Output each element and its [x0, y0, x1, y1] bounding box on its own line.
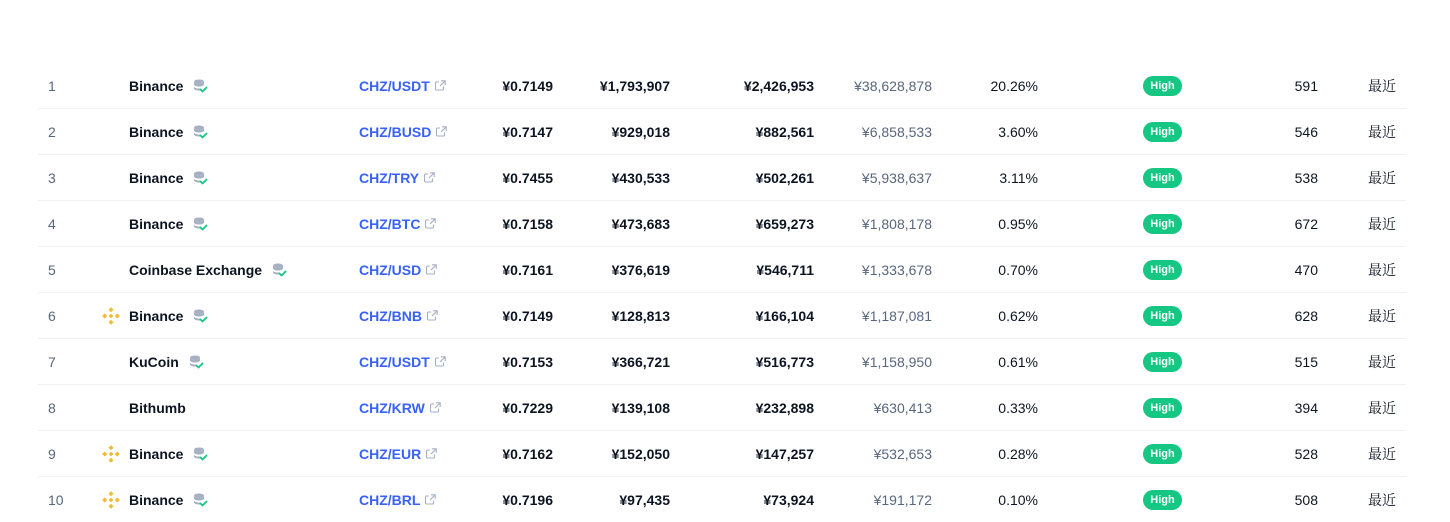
confidence-badge: High [1143, 122, 1181, 142]
pair-label[interactable]: CHZ/TRY [359, 169, 420, 186]
depth-minus-2-value: ¥546,711 [756, 261, 814, 278]
updated-value: 最近 [1368, 491, 1396, 508]
trading-pair-link[interactable] [359, 293, 438, 338]
external-link-icon[interactable] [427, 310, 438, 321]
exchange-name-cell[interactable] [129, 293, 208, 338]
liquidity-score-value: 470 [1294, 261, 1318, 278]
external-link-icon[interactable] [424, 172, 435, 183]
verified-database-icon [192, 446, 208, 462]
depth-plus-2-value: ¥376,619 [611, 261, 670, 278]
liquidity-score-value: 628 [1294, 307, 1318, 324]
exchange-name-cell[interactable] [129, 339, 204, 384]
volume-share-value: 0.70% [998, 261, 1038, 278]
volume-share-value: 0.62% [998, 307, 1038, 324]
volume-24h-value: ¥191,172 [873, 491, 932, 508]
price-value: ¥0.7229 [502, 399, 553, 416]
pair-label[interactable]: CHZ/BNB [359, 307, 422, 324]
liquidity-score-value: 515 [1294, 353, 1318, 370]
exchange-logo-cell [98, 247, 124, 292]
confidence-cell [1142, 293, 1183, 338]
price-value: ¥0.7161 [502, 261, 553, 278]
exchange-logo-cell [98, 155, 124, 200]
external-link-icon[interactable] [426, 264, 437, 275]
exchange-name-cell[interactable] [129, 247, 287, 292]
depth-minus-2-value: ¥166,104 [755, 307, 814, 324]
exchange-name-cell[interactable] [129, 431, 208, 476]
volume-share-value: 3.60% [998, 123, 1038, 140]
volume-24h-value: ¥630,413 [873, 399, 932, 416]
depth-plus-2-value: ¥473,683 [611, 215, 670, 232]
external-link-icon[interactable] [430, 402, 441, 413]
volume-24h-value: ¥1,808,178 [861, 215, 932, 232]
exchange-name-cell[interactable] [129, 201, 208, 246]
pair-label[interactable]: CHZ/BUSD [359, 123, 432, 140]
binance-logo-icon [99, 304, 123, 328]
exchange-name[interactable]: Binance [129, 491, 184, 508]
confidence-badge: High [1143, 76, 1181, 96]
depth-plus-2-value: ¥128,813 [611, 307, 670, 324]
updated-value: 最近 [1368, 307, 1396, 324]
updated-value: 最近 [1368, 399, 1396, 416]
volume-24h-value: ¥1,187,081 [861, 307, 932, 324]
external-link-icon[interactable] [436, 126, 447, 137]
exchange-name[interactable]: Bithumb [129, 399, 186, 416]
exchange-name[interactable]: Binance [129, 307, 184, 324]
exchange-name[interactable]: Binance [129, 77, 184, 94]
depth-minus-2-value: ¥73,924 [763, 491, 814, 508]
updated-value: 最近 [1368, 123, 1396, 140]
confidence-badge: High [1143, 398, 1181, 418]
exchange-name[interactable]: KuCoin [129, 353, 179, 370]
rank-number: 7 [48, 353, 56, 370]
updated-value: 最近 [1368, 215, 1396, 232]
depth-minus-2-value: ¥882,561 [755, 123, 814, 140]
table-row[interactable] [38, 293, 1406, 339]
confidence-cell [1142, 201, 1183, 246]
rank-number: 5 [48, 261, 56, 278]
liquidity-score-value: 591 [1294, 77, 1318, 94]
exchange-logo-cell [98, 63, 124, 108]
price-value: ¥0.7162 [502, 445, 553, 462]
markets-table [38, 63, 1406, 522]
depth-plus-2-value: ¥97,435 [619, 491, 670, 508]
pair-label[interactable]: CHZ/USD [359, 261, 422, 278]
confidence-cell [1142, 431, 1183, 476]
volume-24h-value: ¥1,158,950 [861, 353, 932, 370]
trading-pair-link[interactable] [359, 155, 435, 200]
exchange-name[interactable]: Binance [129, 445, 184, 462]
confidence-badge: High [1143, 214, 1181, 234]
confidence-cell [1142, 385, 1183, 430]
liquidity-score-value: 672 [1294, 215, 1318, 232]
trading-pair-link[interactable] [359, 339, 446, 384]
rank-number: 8 [48, 399, 56, 416]
exchange-name-cell[interactable] [129, 109, 208, 154]
external-link-icon[interactable] [426, 448, 437, 459]
confidence-badge: High [1143, 260, 1181, 280]
confidence-cell [1142, 63, 1183, 108]
depth-minus-2-value: ¥516,773 [755, 353, 814, 370]
updated-value: 最近 [1368, 261, 1396, 278]
volume-share-value: 0.33% [998, 399, 1038, 416]
trading-pair-link[interactable] [359, 63, 446, 108]
confidence-cell [1142, 155, 1183, 200]
depth-minus-2-value: ¥502,261 [755, 169, 814, 186]
depth-plus-2-value: ¥139,108 [611, 399, 670, 416]
trading-pair-link[interactable] [359, 431, 437, 476]
exchange-logo-cell [98, 339, 124, 384]
exchange-name[interactable]: Binance [129, 123, 184, 140]
verified-database-icon [192, 78, 208, 94]
table-row[interactable] [38, 155, 1406, 201]
volume-24h-value: ¥38,628,878 [854, 77, 932, 94]
confidence-badge: High [1143, 306, 1181, 326]
liquidity-score-value: 538 [1294, 169, 1318, 186]
table-row[interactable] [38, 385, 1406, 431]
price-value: ¥0.7149 [502, 77, 553, 94]
trading-pair-link[interactable] [359, 247, 437, 292]
depth-plus-2-value: ¥430,533 [611, 169, 670, 186]
pair-label[interactable]: CHZ/USDT [359, 77, 430, 94]
verified-database-icon [271, 262, 287, 278]
exchange-logo-cell [98, 201, 124, 246]
exchange-logo-cell [98, 431, 124, 476]
depth-plus-2-value: ¥152,050 [611, 445, 670, 462]
exchange-name[interactable]: Coinbase Exchange [129, 261, 263, 278]
table-row[interactable] [38, 201, 1406, 247]
table-row[interactable] [38, 431, 1406, 477]
verified-database-icon [192, 170, 208, 186]
confidence-cell [1142, 339, 1183, 384]
pair-label[interactable]: CHZ/BRL [359, 491, 421, 508]
volume-share-value: 20.26% [990, 77, 1038, 94]
exchange-name-cell[interactable] [129, 63, 208, 108]
rank-number: 4 [48, 215, 56, 232]
rank-number: 9 [48, 445, 56, 462]
pair-label[interactable]: CHZ/EUR [359, 445, 422, 462]
depth-plus-2-value: ¥929,018 [611, 123, 670, 140]
depth-minus-2-value: ¥147,257 [755, 445, 814, 462]
rank-number: 1 [48, 77, 56, 94]
volume-24h-value: ¥5,938,637 [861, 169, 932, 186]
verified-database-icon [188, 354, 204, 370]
verified-database-icon [192, 308, 208, 324]
confidence-badge: High [1143, 490, 1181, 510]
pair-label[interactable]: CHZ/BTC [359, 215, 421, 232]
volume-24h-value: ¥6,858,533 [861, 123, 932, 140]
rank-number: 10 [48, 491, 64, 508]
volume-24h-value: ¥1,333,678 [861, 261, 932, 278]
trading-pair-link[interactable] [359, 385, 441, 430]
exchange-name-cell[interactable] [129, 385, 195, 430]
confidence-badge: High [1143, 352, 1181, 372]
pair-label[interactable]: CHZ/USDT [359, 353, 430, 370]
volume-share-value: 0.10% [998, 491, 1038, 508]
exchange-name[interactable]: Binance [129, 215, 184, 232]
rank-number: 6 [48, 307, 56, 324]
exchange-logo-cell [98, 385, 124, 430]
exchange-name[interactable]: Binance [129, 169, 184, 186]
rank-number: 2 [48, 123, 56, 140]
exchange-logo-cell [98, 109, 124, 154]
verified-database-icon [192, 216, 208, 232]
confidence-cell [1142, 109, 1183, 154]
volume-24h-value: ¥532,653 [873, 445, 932, 462]
volume-share-value: 0.28% [998, 445, 1038, 462]
price-value: ¥0.7196 [502, 491, 553, 508]
table-row[interactable] [38, 109, 1406, 155]
table-row[interactable] [38, 339, 1406, 385]
depth-plus-2-value: ¥1,793,907 [599, 77, 670, 94]
binance-logo-icon [99, 442, 123, 466]
trading-pair-link[interactable] [359, 109, 447, 154]
confidence-cell [1142, 247, 1183, 292]
price-value: ¥0.7149 [502, 307, 553, 324]
liquidity-score-value: 394 [1294, 399, 1318, 416]
updated-value: 最近 [1368, 169, 1396, 186]
price-value: ¥0.7158 [502, 215, 553, 232]
price-value: ¥0.7147 [502, 123, 553, 140]
external-link-icon[interactable] [435, 80, 446, 91]
table-row[interactable] [38, 63, 1406, 109]
pair-label[interactable]: CHZ/KRW [359, 399, 425, 416]
depth-minus-2-value: ¥232,898 [755, 399, 814, 416]
depth-plus-2-value: ¥366,721 [611, 353, 670, 370]
trading-pair-link[interactable] [359, 201, 436, 246]
confidence-badge: High [1143, 168, 1181, 188]
rank-number: 3 [48, 169, 56, 186]
liquidity-score-value: 508 [1294, 491, 1318, 508]
updated-value: 最近 [1368, 445, 1396, 462]
table-row[interactable] [38, 247, 1406, 293]
updated-value: 最近 [1368, 353, 1396, 370]
depth-minus-2-value: ¥2,426,953 [743, 77, 814, 94]
price-value: ¥0.7153 [502, 353, 553, 370]
exchange-logo-cell [98, 293, 124, 338]
depth-minus-2-value: ¥659,273 [755, 215, 814, 232]
external-link-icon[interactable] [435, 356, 446, 367]
external-link-icon[interactable] [425, 218, 436, 229]
liquidity-score-value: 546 [1294, 123, 1318, 140]
verified-database-icon [192, 124, 208, 140]
volume-share-value: 0.61% [998, 353, 1038, 370]
confidence-badge: High [1143, 444, 1181, 464]
volume-share-value: 3.11% [999, 169, 1038, 186]
liquidity-score-value: 528 [1294, 445, 1318, 462]
volume-share-value: 0.95% [998, 215, 1038, 232]
exchange-name-cell[interactable] [129, 155, 208, 200]
price-value: ¥0.7455 [502, 169, 553, 186]
updated-value: 最近 [1368, 77, 1396, 94]
